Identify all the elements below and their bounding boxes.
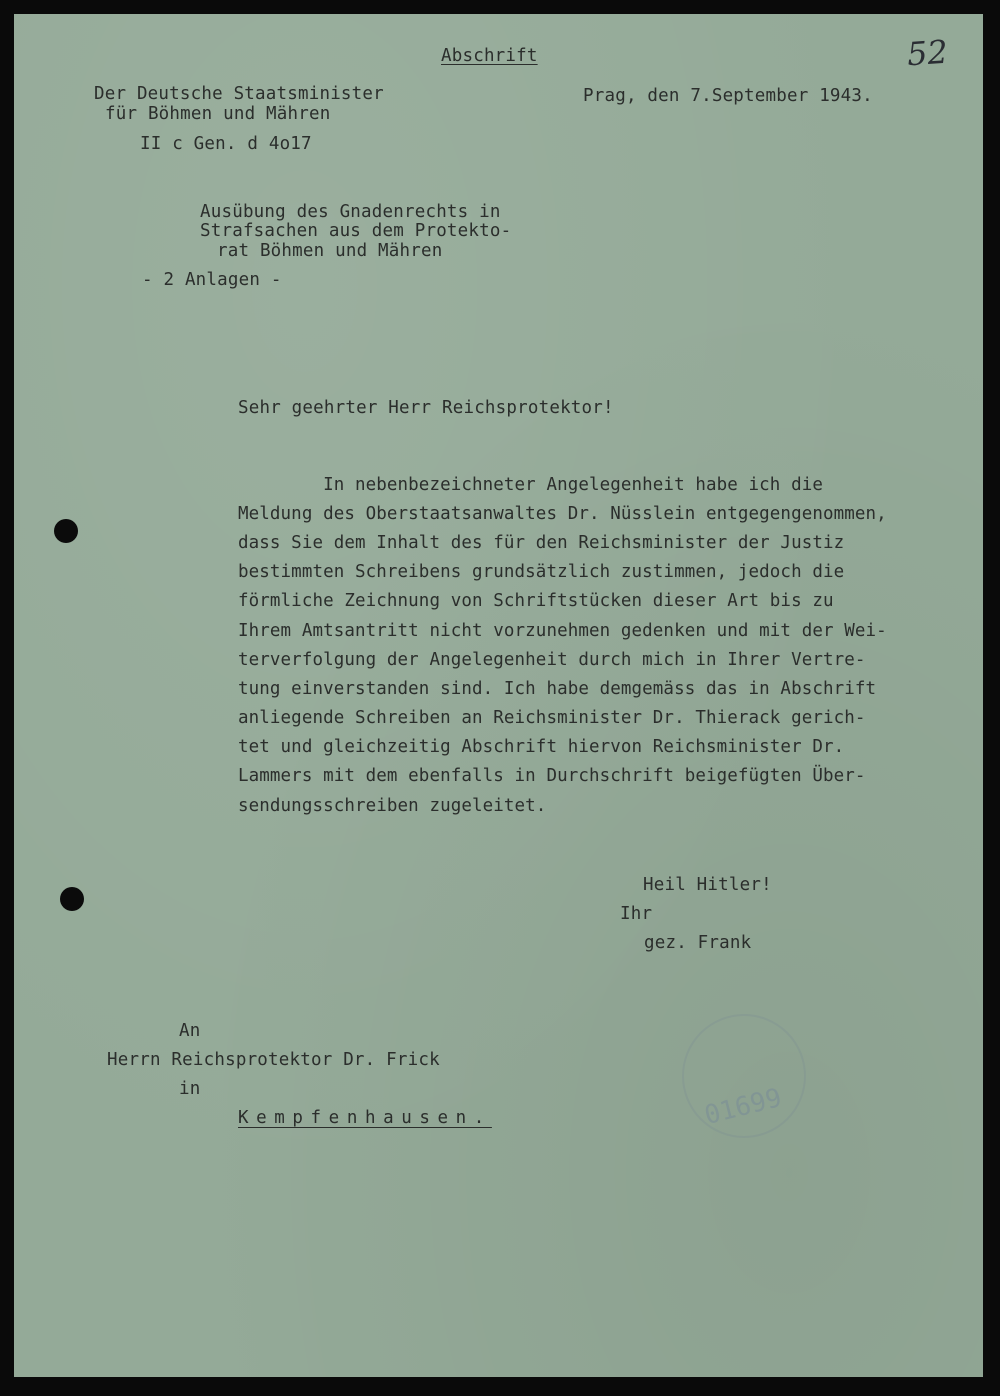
subject-line-1: Ausübung des Gnadenrechts in [200,202,501,222]
place-date: Prag, den 7.September 1943. [583,86,873,106]
body-line: Ihrem Amtsantritt nicht vorzunehmen gedenken und mit der Wei- [238,621,887,641]
document-page [14,14,983,1377]
sender-line-2: für Böhmen und Mähren [105,104,331,124]
addressee-place: Kempfenhausen. [238,1108,492,1128]
body-line: tung einverstanden sind. Ich habe demgemäss das in Abschrift [238,679,877,699]
body-line: In nebenbezeichneter Angelegenheit habe ich die [238,475,823,495]
stamp-number: 01699 [701,1082,785,1132]
closing-ihr: Ihr [620,904,653,924]
sender-line-1: Der Deutsche Staatsminister [94,84,384,104]
attachments-note: - 2 Anlagen - [142,270,282,290]
body-line: dass Sie dem Inhalt des für den Reichsminister der Justiz [238,533,845,553]
addressee-an: An [179,1021,201,1041]
body-line: bestimmten Schreibens grundsätzlich zustimmen, jedoch die [238,562,845,582]
body-line: sendungsschreiben zugeleitet. [238,796,547,816]
document-title: Abschrift [441,46,538,66]
addressee-name: Herrn Reichsprotektor Dr. Frick [107,1050,440,1070]
body-line: Lammers mit dem ebenfalls in Durchschrift beigefügten Über- [238,766,866,786]
closing-greeting: Heil Hitler! [643,875,772,895]
addressee-in: in [179,1079,201,1099]
reference-number: II c Gen. d 4o17 [140,134,312,154]
body-line: terverfolgung der Angelegenheit durch mich in Ihrer Vertre- [238,650,866,670]
body-line: förmliche Zeichnung von Schriftstücken dieser Art bis zu [238,591,834,611]
punch-hole-top [54,519,78,543]
body-line: anliegende Schreiben an Reichsminister Dr. Thierack gerich- [238,708,866,728]
body-line: tet und gleichzeitig Abschrift hiervon Reichsminister Dr. [238,737,845,757]
salutation: Sehr geehrter Herr Reichsprotektor! [238,398,614,418]
subject-line-2: Strafsachen aus dem Protekto- [200,221,512,241]
body-line: Meldung des Oberstaatsanwaltes Dr. Nüsslein entgegengenommen, [238,504,887,524]
signature: gez. Frank [644,933,752,953]
punch-hole-bottom [60,887,84,911]
folio-number: 52 [905,32,949,74]
subject-line-3: rat Böhmen und Mähren [217,241,443,261]
